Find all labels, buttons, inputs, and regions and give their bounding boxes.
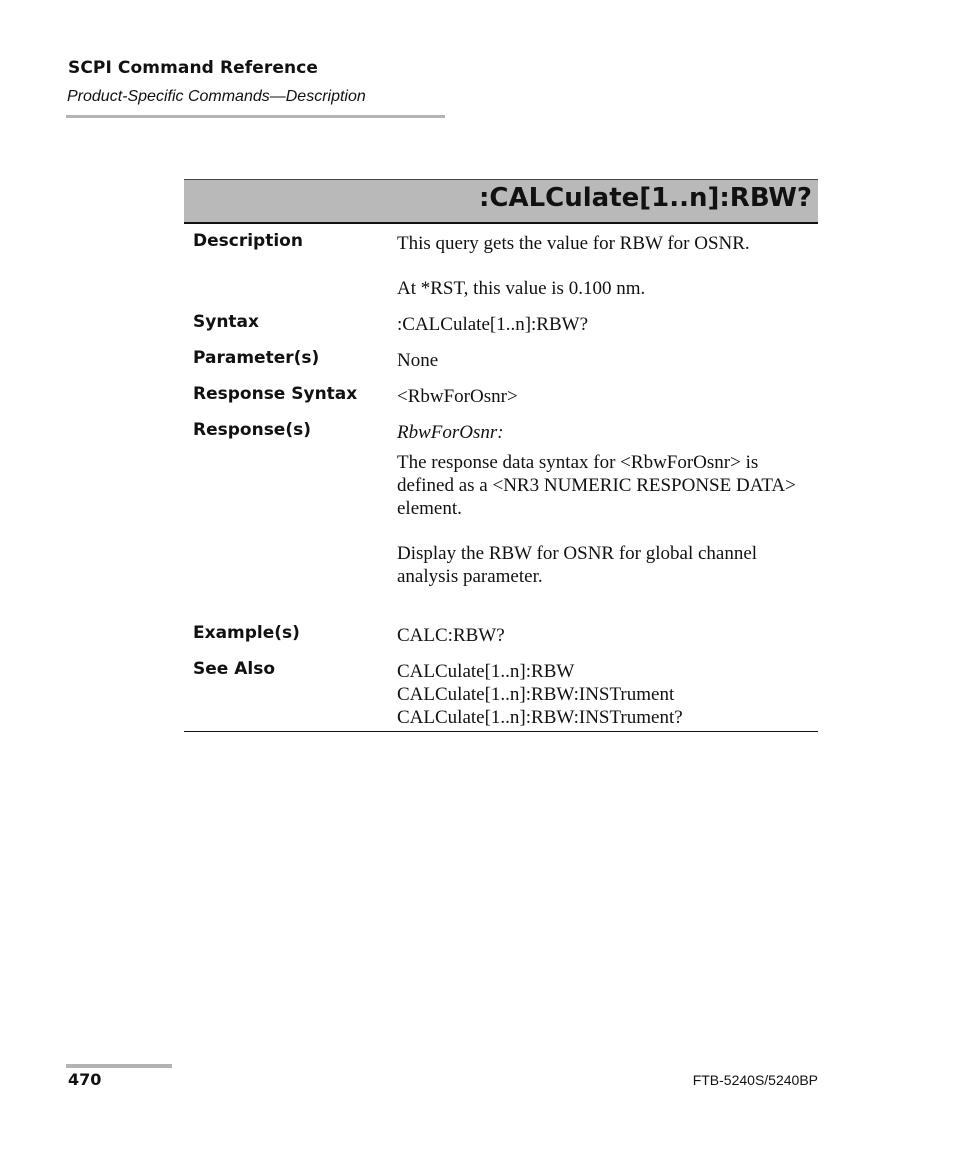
label-description: Description [193,231,303,251]
see-also-item: CALCulate[1..n]:RBW:INSTrument? [397,707,683,728]
response-param-name: RbwForOsnr: [397,422,504,443]
see-also-item: CALCulate[1..n]:RBW [397,661,575,682]
label-examples: Example(s) [193,623,300,643]
description-line-2: At *RST, this value is 0.100 nm. [397,278,646,299]
value-see-also [397,660,812,729]
section-title: SCPI Command Reference [68,58,319,78]
value-description [397,232,812,300]
label-responses: Response(s) [193,420,311,440]
label-syntax: Syntax [193,312,259,332]
section-subtitle: Product-Specific Commands—Description [67,88,366,105]
page-number: 470 [68,1070,102,1089]
footer-divider [66,1064,172,1068]
command-title-bar [184,179,818,224]
label-parameters: Parameter(s) [193,348,320,368]
value-response-syntax: <RbwForOsnr> [397,386,518,407]
see-also-item: CALCulate[1..n]:RBW:INSTrument [397,684,675,705]
response-paragraph-1: The response data syntax for <RbwForOsnr> is defined as a <NR3 NUMERIC RESPONSE DATA> element. [397,452,796,519]
table-bottom-rule [184,731,818,732]
value-parameters: None [397,350,439,371]
description-line-1: This query gets the value for RBW for OSNR. [397,233,750,254]
label-see-also: See Also [193,659,276,679]
label-response-syntax: Response Syntax [193,384,358,404]
header-divider [66,115,445,118]
product-name: FTB-5240S/5240BP [692,1072,818,1088]
value-responses [397,421,812,588]
value-syntax: :CALCulate[1..n]:RBW? [397,314,589,335]
response-paragraph-2: Display the RBW for OSNR for global channel analysis parameter. [397,543,758,587]
value-examples: CALC:RBW? [397,625,505,646]
command-title: :CALCulate[1..n]:RBW? [479,183,812,213]
